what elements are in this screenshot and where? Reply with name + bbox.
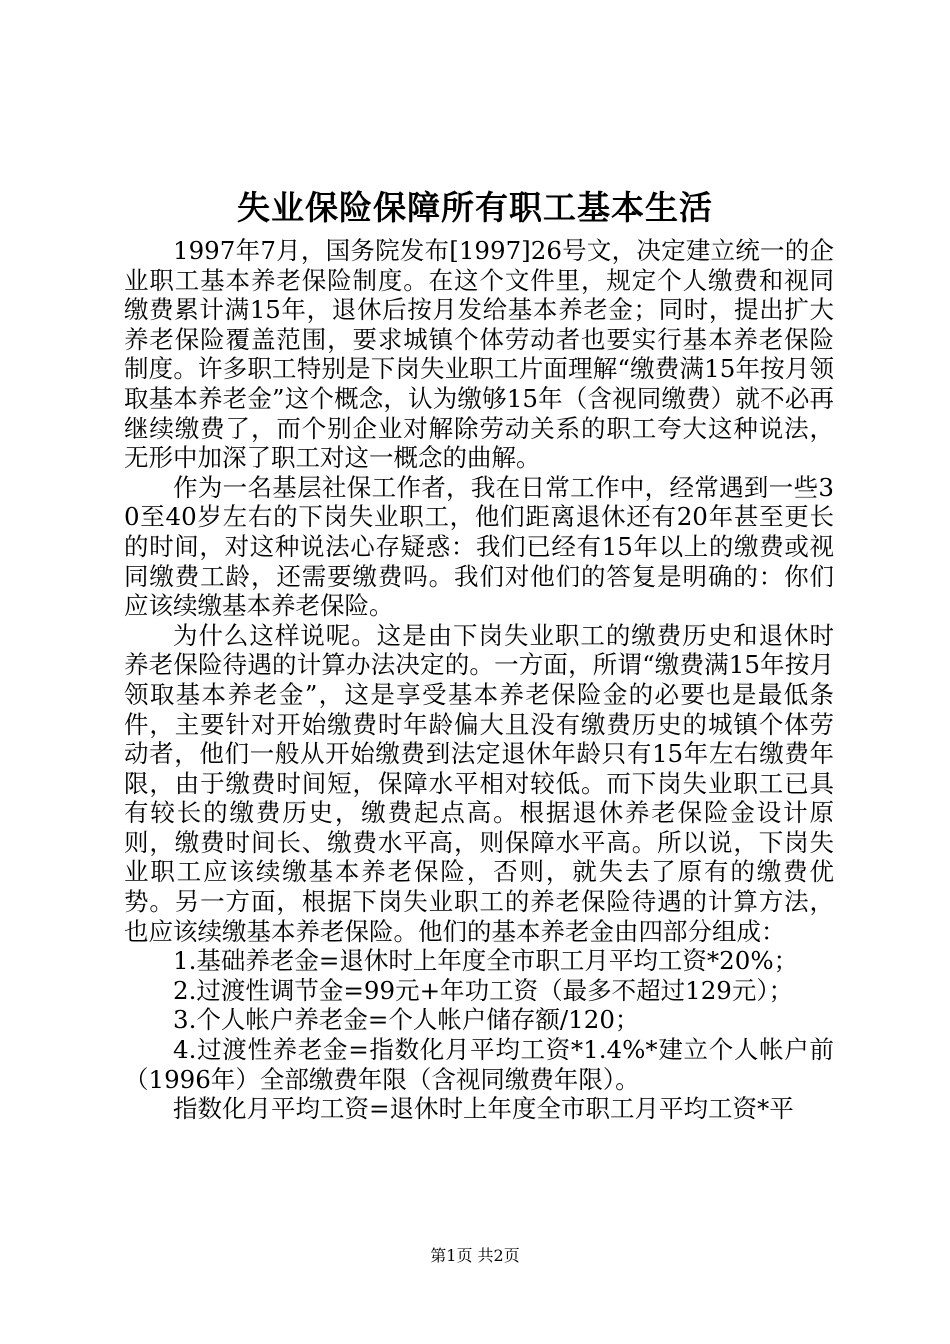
formula-item-1: 1.基础养老金=退休时上年度全市职工月平均工资*20%；	[173, 946, 799, 976]
paragraph-3: 为什么这样说呢。这是由下岗失业职工的缴费历史和退休时养老保险待遇的计算办法决定的。一方面，所谓“缴费满15年按月领取基本养老金”，这是享受基本养老保险金的必要也是最低条件，主要针对开始缴费时年龄偏大且没有缴费历史的城镇个体劳动者，他们一般从开始缴费到法定退休年龄只有15年左右缴费年限，由于缴费时间短，保障水平相对较低。而下岗失业职工已具有较长的缴费历史，缴费起点高。根据退休养老保险金设计原则，缴费时间长、缴费水平高，则保障水平高。所以说，下岗失业职工应该续缴基本养老保险，否则，就失去了原有的缴费优势。另一方面，根据下岗失业职工的养老保险待遇的计算方法，也应该续缴基本养老保险。他们的基本养老金由四部分组成：	[124, 620, 834, 946]
formula-item-4: 4.过渡性养老金=指数化月平均工资*1.4%*建立个人帐户前（1996年）全部缴费年限（含视同缴费年限）。	[124, 1035, 834, 1094]
document-title: 失业保险保障所有职工基本生活	[237, 188, 713, 227]
paragraph-2: 作为一名基层社保工作者，我在日常工作中，经常遇到一些30至40岁左右的下岗失业职工，他们距离退休还有20年甚至更长的时间，对这种说法心存疑惑：我们已经有15年以上的缴费或视同缴费工龄，还需要缴费吗。我们对他们的答复是明确的：你们应该续缴基本养老保险。	[124, 472, 834, 621]
paragraph-1: 1997年7月，国务院发布[1997]26号文，决定建立统一的企业职工基本养老保险制度。在这个文件里，规定个人缴费和视同缴费累计满15年，退休后按月发给基本养老金；同时，提出扩大养老保险覆盖范围，要求城镇个体劳动者也要实行基本养老保险制度。许多职工特别是下岗失业职工片面理解“缴费满15年按月领取基本养老金”这个概念，认为缴够15年（含视同缴费）就不必再继续缴费了，而个别企业对解除劳动关系的职工夸大这种说法，无形中加深了职工对这一概念的曲解。	[124, 236, 834, 473]
formula-item-2: 2.过渡性调节金=99元+年功工资（最多不超过129元）；	[173, 975, 794, 1005]
formula-item-3: 3.个人帐户养老金=个人帐户储存额/120；	[173, 1005, 640, 1035]
page-number-footer: 第1页 共2页	[430, 1246, 520, 1265]
paragraph-last: 指数化月平均工资=退休时上年度全市职工月平均工资*平	[173, 1094, 794, 1124]
document-body	[124, 236, 834, 1124]
